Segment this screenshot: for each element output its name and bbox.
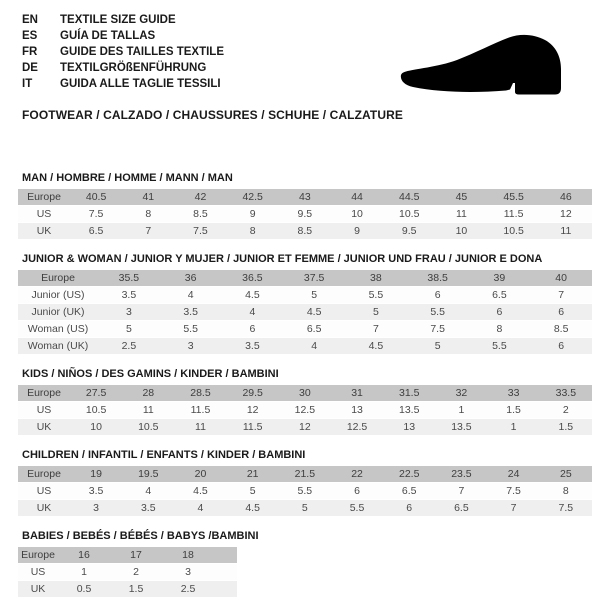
table-row bbox=[18, 466, 592, 483]
section-title: MAN / HOMBRE / HOMME / MANN / MAN bbox=[22, 172, 233, 184]
size-cell: 6 bbox=[331, 483, 383, 500]
size-cell: 5 bbox=[279, 500, 331, 517]
size-cell: 22 bbox=[331, 466, 383, 483]
size-cell: 3 bbox=[70, 500, 122, 517]
size-cell: 13.5 bbox=[383, 402, 435, 419]
row-label: UK bbox=[18, 500, 70, 517]
row-label: Europe bbox=[18, 466, 70, 483]
size-cell: 11 bbox=[122, 402, 174, 419]
size-cell: 5.5 bbox=[160, 321, 222, 338]
row-label: US bbox=[18, 564, 58, 581]
size-cell: 6.5 bbox=[435, 500, 487, 517]
size-cell: 20 bbox=[174, 466, 226, 483]
size-cell: 30 bbox=[279, 385, 331, 402]
size-cell: 1.5 bbox=[540, 419, 592, 436]
section-title: CHILDREN / INFANTIL / ENFANTS / KINDER / BAMBINI bbox=[22, 449, 306, 461]
size-cell: 3 bbox=[98, 304, 160, 321]
size-cell: 13 bbox=[331, 402, 383, 419]
size-cell: 36 bbox=[160, 270, 222, 287]
size-cell: 11.5 bbox=[174, 402, 226, 419]
table-row bbox=[18, 385, 592, 402]
size-cell: 42 bbox=[174, 189, 226, 206]
size-cell: 6.5 bbox=[283, 321, 345, 338]
size-cell: 5.5 bbox=[407, 304, 469, 321]
filler-cell bbox=[214, 581, 237, 598]
size-cell: 8 bbox=[540, 483, 592, 500]
size-cell: 12 bbox=[540, 206, 592, 223]
size-cell: 45 bbox=[435, 189, 487, 206]
size-cell: 8 bbox=[227, 223, 279, 240]
size-cell: 12 bbox=[279, 419, 331, 436]
size-cell: 12.5 bbox=[279, 402, 331, 419]
size-cell: 10 bbox=[435, 223, 487, 240]
language-code: FR bbox=[22, 46, 38, 58]
size-cell: 38 bbox=[345, 270, 407, 287]
size-cell: 10.5 bbox=[383, 206, 435, 223]
size-cell: 6 bbox=[469, 304, 531, 321]
size-cell: 7.5 bbox=[540, 500, 592, 517]
size-cell: 25 bbox=[540, 466, 592, 483]
language-label: GUIDA ALLE TAGLIE TESSILI bbox=[60, 78, 221, 90]
size-cell: 28.5 bbox=[174, 385, 226, 402]
size-cell: 10.5 bbox=[70, 402, 122, 419]
table-row bbox=[18, 304, 592, 321]
table-row bbox=[18, 189, 592, 206]
size-cell: 24 bbox=[488, 466, 540, 483]
size-cell: 6 bbox=[530, 338, 592, 355]
language-list bbox=[22, 12, 224, 92]
size-cell: 1 bbox=[58, 564, 110, 581]
size-cell: 9.5 bbox=[279, 206, 331, 223]
size-cell: 4.5 bbox=[227, 500, 279, 517]
language-row-fr bbox=[22, 44, 224, 60]
size-cell: 7 bbox=[435, 483, 487, 500]
size-cell: 8 bbox=[469, 321, 531, 338]
size-cell: 11 bbox=[174, 419, 226, 436]
size-table bbox=[18, 189, 592, 240]
size-cell: 19 bbox=[70, 466, 122, 483]
size-cell: 6 bbox=[222, 321, 284, 338]
language-code: ES bbox=[22, 30, 38, 42]
size-cell: 40.5 bbox=[70, 189, 122, 206]
size-cell: 18 bbox=[162, 547, 214, 564]
size-cell: 5 bbox=[407, 338, 469, 355]
section-title: JUNIOR & WOMAN / JUNIOR Y MUJER / JUNIOR ET FEMME / JUNIOR UND FRAU / JUNIOR E DONA bbox=[22, 253, 543, 265]
row-label: US bbox=[18, 206, 70, 223]
size-cell: 41 bbox=[122, 189, 174, 206]
table-row bbox=[18, 287, 592, 304]
size-cell: 7.5 bbox=[174, 223, 226, 240]
size-cell: 2 bbox=[540, 402, 592, 419]
size-cell: 6.5 bbox=[469, 287, 531, 304]
size-cell: 36.5 bbox=[222, 270, 284, 287]
size-cell: 1 bbox=[435, 402, 487, 419]
size-tables bbox=[18, 172, 592, 600]
size-cell: 3 bbox=[160, 338, 222, 355]
size-cell: 8.5 bbox=[530, 321, 592, 338]
language-label: TEXTILGRÖßENFÜHRUNG bbox=[60, 62, 207, 74]
size-cell: 8 bbox=[122, 206, 174, 223]
size-cell: 4 bbox=[174, 500, 226, 517]
size-section bbox=[18, 253, 592, 355]
row-label: Europe bbox=[18, 189, 70, 206]
size-cell: 3.5 bbox=[122, 500, 174, 517]
size-cell: 10.5 bbox=[122, 419, 174, 436]
table-row bbox=[18, 483, 592, 500]
size-cell: 33 bbox=[488, 385, 540, 402]
size-cell: 8.5 bbox=[174, 206, 226, 223]
size-cell: 6 bbox=[407, 287, 469, 304]
size-cell: 5.5 bbox=[279, 483, 331, 500]
size-cell: 44.5 bbox=[383, 189, 435, 206]
language-code: IT bbox=[22, 78, 33, 90]
size-cell: 7 bbox=[488, 500, 540, 517]
size-cell: 32 bbox=[435, 385, 487, 402]
size-cell: 10 bbox=[70, 419, 122, 436]
size-cell: 4 bbox=[160, 287, 222, 304]
table-row bbox=[18, 206, 592, 223]
table-row bbox=[18, 547, 237, 564]
size-cell: 31.5 bbox=[383, 385, 435, 402]
size-cell: 40 bbox=[530, 270, 592, 287]
size-cell: 9 bbox=[331, 223, 383, 240]
size-cell: 28 bbox=[122, 385, 174, 402]
row-label: Woman (US) bbox=[18, 321, 98, 338]
table-row bbox=[18, 500, 592, 517]
size-cell: 5.5 bbox=[345, 287, 407, 304]
row-label: Europe bbox=[18, 270, 98, 287]
size-cell: 13 bbox=[383, 419, 435, 436]
size-cell: 39 bbox=[469, 270, 531, 287]
size-cell: 21.5 bbox=[279, 466, 331, 483]
size-cell: 23.5 bbox=[435, 466, 487, 483]
row-label: Europe bbox=[18, 385, 70, 402]
size-cell: 4.5 bbox=[283, 304, 345, 321]
size-cell: 1 bbox=[488, 419, 540, 436]
filler-cell bbox=[214, 564, 237, 581]
size-cell: 12 bbox=[227, 402, 279, 419]
language-label: GUIDE DES TAILLES TEXTILE bbox=[60, 46, 224, 58]
size-cell: 33.5 bbox=[540, 385, 592, 402]
size-cell: 6 bbox=[383, 500, 435, 517]
size-cell: 0.5 bbox=[58, 581, 110, 598]
size-section bbox=[18, 530, 592, 598]
size-section bbox=[18, 449, 592, 517]
size-cell: 5 bbox=[345, 304, 407, 321]
size-cell: 45.5 bbox=[488, 189, 540, 206]
language-row-de bbox=[22, 60, 224, 76]
size-cell: 3.5 bbox=[160, 304, 222, 321]
size-cell: 7.5 bbox=[70, 206, 122, 223]
table-row bbox=[18, 321, 592, 338]
size-cell: 11 bbox=[540, 223, 592, 240]
size-cell: 31 bbox=[331, 385, 383, 402]
size-cell: 19.5 bbox=[122, 466, 174, 483]
size-cell: 1.5 bbox=[488, 402, 540, 419]
size-table bbox=[18, 547, 237, 598]
size-cell: 11 bbox=[435, 206, 487, 223]
size-cell: 37.5 bbox=[283, 270, 345, 287]
size-cell: 10 bbox=[331, 206, 383, 223]
size-cell: 6 bbox=[530, 304, 592, 321]
section-title: KIDS / NIÑOS / DES GAMINS / KINDER / BAMBINI bbox=[22, 368, 279, 380]
size-table bbox=[18, 270, 592, 355]
size-cell: 6.5 bbox=[383, 483, 435, 500]
size-cell: 27.5 bbox=[70, 385, 122, 402]
size-cell: 16 bbox=[58, 547, 110, 564]
language-code: DE bbox=[22, 62, 38, 74]
size-cell: 9 bbox=[227, 206, 279, 223]
size-cell: 10.5 bbox=[488, 223, 540, 240]
size-cell: 2.5 bbox=[162, 581, 214, 598]
size-cell: 3.5 bbox=[98, 287, 160, 304]
size-cell: 35.5 bbox=[98, 270, 160, 287]
dress-shoe-icon bbox=[398, 24, 576, 98]
size-cell: 6.5 bbox=[70, 223, 122, 240]
row-label: US bbox=[18, 402, 70, 419]
size-cell: 5 bbox=[98, 321, 160, 338]
size-cell: 8.5 bbox=[279, 223, 331, 240]
table-row bbox=[18, 581, 237, 598]
row-label: Europe bbox=[18, 547, 58, 564]
size-cell: 13.5 bbox=[435, 419, 487, 436]
table-row bbox=[18, 419, 592, 436]
size-table bbox=[18, 466, 592, 517]
size-cell: 5.5 bbox=[469, 338, 531, 355]
table-row bbox=[18, 338, 592, 355]
size-cell: 3 bbox=[162, 564, 214, 581]
section-title: BABIES / BEBÉS / BÉBÉS / BABYS /BAMBINI bbox=[22, 530, 259, 542]
size-cell: 7.5 bbox=[488, 483, 540, 500]
size-cell: 42.5 bbox=[227, 189, 279, 206]
row-label: Junior (UK) bbox=[18, 304, 98, 321]
size-cell: 22.5 bbox=[383, 466, 435, 483]
size-cell: 12.5 bbox=[331, 419, 383, 436]
table-row bbox=[18, 402, 592, 419]
size-section bbox=[18, 172, 592, 240]
size-cell: 46 bbox=[540, 189, 592, 206]
language-label: TEXTILE SIZE GUIDE bbox=[60, 14, 176, 26]
row-label: Junior (US) bbox=[18, 287, 98, 304]
size-cell: 2 bbox=[110, 564, 162, 581]
size-cell: 7 bbox=[530, 287, 592, 304]
size-cell: 11.5 bbox=[488, 206, 540, 223]
language-row-it bbox=[22, 76, 224, 92]
category-title: FOOTWEAR / CALZADO / CHAUSSURES / SCHUHE / CALZATURE bbox=[22, 108, 403, 122]
size-cell: 4 bbox=[122, 483, 174, 500]
table-row bbox=[18, 223, 592, 240]
size-cell: 5 bbox=[283, 287, 345, 304]
size-cell: 7 bbox=[122, 223, 174, 240]
size-cell: 17 bbox=[110, 547, 162, 564]
filler-cell bbox=[214, 547, 237, 564]
size-cell: 44 bbox=[331, 189, 383, 206]
size-cell: 5.5 bbox=[331, 500, 383, 517]
row-label: Woman (UK) bbox=[18, 338, 98, 355]
language-row-en bbox=[22, 12, 224, 28]
language-row-es bbox=[22, 28, 224, 44]
size-cell: 7.5 bbox=[407, 321, 469, 338]
size-cell: 38.5 bbox=[407, 270, 469, 287]
size-cell: 4 bbox=[222, 304, 284, 321]
size-cell: 3.5 bbox=[222, 338, 284, 355]
size-cell: 4 bbox=[283, 338, 345, 355]
size-cell: 4.5 bbox=[345, 338, 407, 355]
size-table bbox=[18, 385, 592, 436]
size-cell: 5 bbox=[227, 483, 279, 500]
size-section bbox=[18, 368, 592, 436]
size-cell: 1.5 bbox=[110, 581, 162, 598]
size-cell: 43 bbox=[279, 189, 331, 206]
size-cell: 21 bbox=[227, 466, 279, 483]
row-label: UK bbox=[18, 223, 70, 240]
size-cell: 3.5 bbox=[70, 483, 122, 500]
size-cell: 9.5 bbox=[383, 223, 435, 240]
size-cell: 2.5 bbox=[98, 338, 160, 355]
language-label: GUÍA DE TALLAS bbox=[60, 30, 156, 42]
size-cell: 29.5 bbox=[227, 385, 279, 402]
row-label: US bbox=[18, 483, 70, 500]
language-code: EN bbox=[22, 14, 38, 26]
size-cell: 4.5 bbox=[174, 483, 226, 500]
row-label: UK bbox=[18, 581, 58, 598]
size-cell: 11.5 bbox=[227, 419, 279, 436]
table-row bbox=[18, 564, 237, 581]
table-row bbox=[18, 270, 592, 287]
row-label: UK bbox=[18, 419, 70, 436]
size-cell: 7 bbox=[345, 321, 407, 338]
size-cell: 4.5 bbox=[222, 287, 284, 304]
